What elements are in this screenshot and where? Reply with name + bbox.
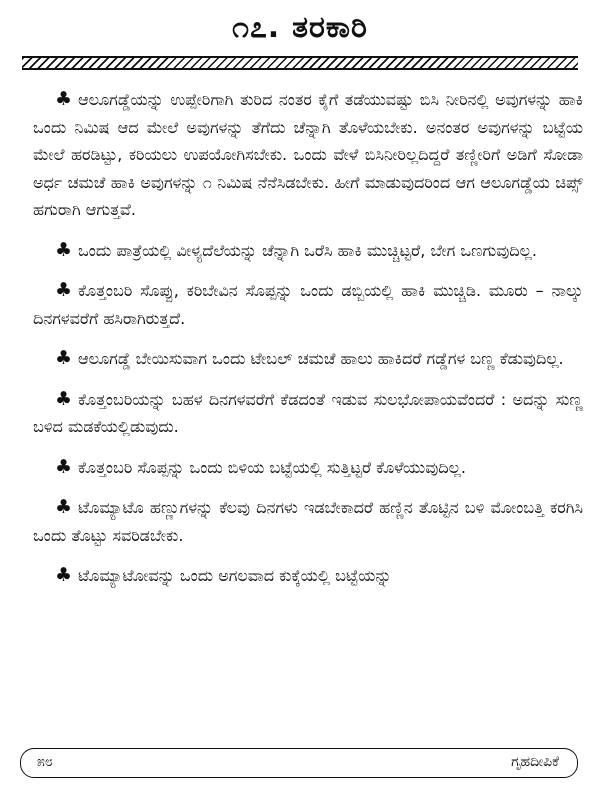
tip-text: ಕೊತ್ತಂಬರಿ ಸೊಪ್ಪನ್ನು ಒಂದು ಬಿಳಿಯ ಬಟ್ಟೆಯಲ್ಲಿ ಸುತ್ತಿಟ್ಟರೆ ಕೊಳೆಯುವುದಿಲ್ಲ. [78,457,466,477]
chapter-heading [0,10,600,45]
tip-paragraph [33,345,583,373]
tip-text: ಟೊಮ್ಯಾಟೋವನ್ನು ಒಂದು ಅಗಲವಾದ ಕುಕ್ಕೆಯಲ್ಲಿ ಬಟ್ಟೆಯನ್ನು [78,566,392,585]
tip-text: ಕೊತ್ತಂಬರಿ ಸೊಪ್ಪು, ಕರಿಬೇವಿನ ಸೊಪ್ಪನ್ನು ಒಂದು ಡಬ್ಬಿಯಲ್ಲಿ ಹಾಕಿ ಮುಚ್ಚಿಡಿ. ಮೂರು – ನಾಲ್ಕು ದಿನಗಳವರೆಗೆ ಹಸಿರಾಗಿರುತ್ತದೆ. [33,281,583,328]
tip-paragraph [33,454,583,482]
tip-paragraph [33,237,583,265]
tip-paragraph [33,562,583,590]
chapter-title: ತರಕಾರಿ [292,10,368,45]
decorative-hatched-rule [22,56,578,70]
chapter-number: ೧೭. [232,10,281,45]
page-number: ೫೮ [37,754,53,770]
tip-text: ಕೊತ್ತಂಬರಿಯನ್ನು ಬಹಳ ದಿನಗಳವರೆಗೆ ಕೆಡದಂತೆ ಇಡುವ ಸುಲಭೋಪಾಯವೆಂದರೆ : ಅದನ್ನು ಸುಣ್ಣ ಬಳಿದ ಮಡಕೆಯಲ್ಲಿಡುವುದು. [33,389,583,436]
club-suit-icon: ♣ [55,455,73,478]
tip-text: ಆಲೂಗಡ್ಡೆಯನ್ನು ಉಪ್ಪೇರಿಗಾಗಿ ತುರಿದ ನಂತರ ಕೈಗೆ ತಡೆಯುವಷ್ಟು ಬಿಸಿ ನೀರಿನಲ್ಲಿ ಅವುಗಳನ್ನು ಹಾಕಿ ಒಂದು ನಿಮಿಷ ಆದ ಮೇಲೆ ಅವುಗಳನ್ನು ತೆಗೆದು ಚೆನ್ನಾಗಿ ತೊಳೆಯಬೇಕು. ಅನಂತರ ಅವುಗಳನ್ನು ಬಟ್ಟೆಯ ಮೇಲೆ ಹರಡಿಟ್ಟು, ಕರಿಯಲು ಉಪಯೋಗಿಸಬೇಕು. ಒಂದು ವೇಳೆ ಬಿಸಿನೀರಿಲ್ಲದಿದ್ದರೆ ತಣ್ಣೀರಿಗೆ ಅಡಿಗೆ ಸೋಡಾ ಅರ್ಧ ಚಮಚೆ ಹಾಕಿ ಅವುಗಳನ್ನು ೧ ನಿಮಿಷ ನೆನೆಸಿಡಬೇಕು. ಹೀಗೆ ಮಾಡುವುದರಿಂದ ಆಗ ಆಲೂಗಡ್ಡೆಯ ಚಿಪ್ಸ್ ಹಗುರಾಗಿ ಆಗುತ್ತವೆ. [33,90,583,219]
book-title: ಗೃಹದೀಪಿಕೆ [511,754,559,770]
club-suit-icon: ♣ [55,347,73,369]
club-suit-icon: ♣ [55,564,73,586]
tip-text: ಆಲೂಗಡ್ಡೆ ಬೇಯಿಸುವಾಗ ಒಂದು ಟೇಬಲ್ ಚಮಚೆ ಹಾಲು ಹಾಕಿದರೆ ಗಡ್ಡೆಗಳ ಬಣ್ಣ ಕೆಡುವುದಿಲ್ಲ. [78,349,564,368]
club-suit-icon: ♣ [55,387,73,410]
page-footer [20,748,578,778]
tip-text: ಒಂದು ಪಾತ್ರೆಯಲ್ಲಿ ವೀಳ್ಯದೆಲೆಯನ್ನು ಚೆನ್ನಾಗಿ ಒರೆಸಿ ಹಾಕಿ ಮುಚ್ಚಿಟ್ಟರೆ, ಬೇಗ ಒಣಗುವುದಿಲ್ಲ. [78,240,537,260]
tip-paragraph [33,386,583,441]
tip-paragraph [33,494,583,549]
article-body [33,86,583,603]
tip-paragraph [33,277,583,332]
tip-paragraph [33,86,583,224]
club-suit-icon: ♣ [55,238,73,261]
club-suit-icon: ♣ [55,88,73,110]
club-suit-icon: ♣ [55,496,73,518]
club-suit-icon: ♣ [55,279,73,301]
tip-text: ಟೊಮ್ಯಾಟೊ ಹಣ್ಣುಗಳನ್ನು ಕೆಲವು ದಿನಗಳು ಇಡಬೇಕಾದರೆ ಹಣ್ಣಿನ ತೊಟ್ಟಿನ ಬಳಿ ಮೋಂಬತ್ತಿ ಕರಗಿಸಿ ಒಂದು ತೊಟ್ಟು ಸವರಿಡಬೇಕು. [33,498,583,545]
